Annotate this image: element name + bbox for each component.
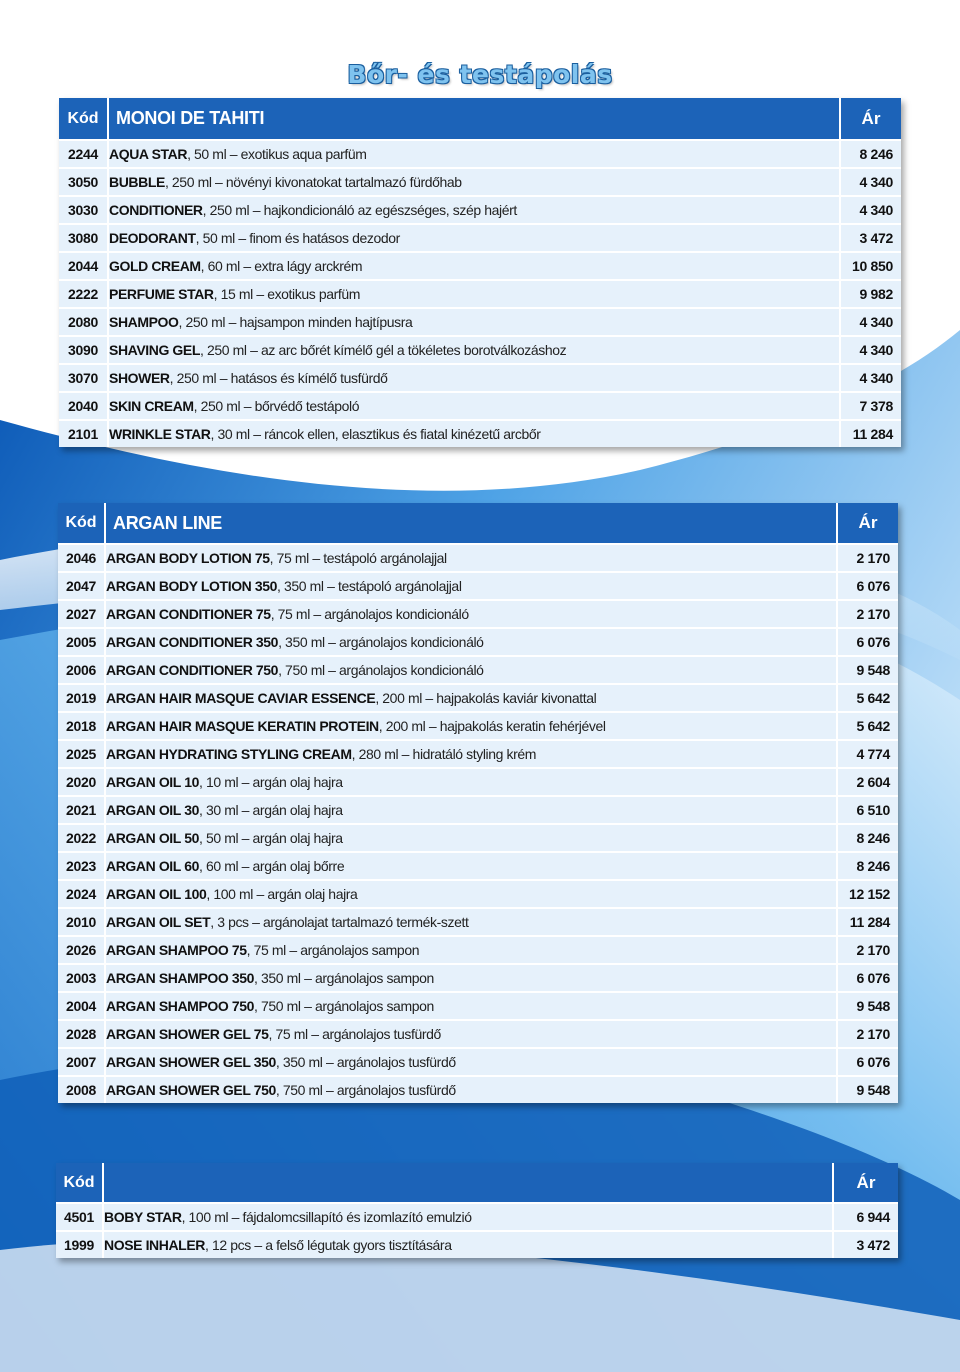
product-description-cell xyxy=(109,169,841,197)
product-details: , 100 ml – fájdalomcsillapító és izomlazító emulzió xyxy=(181,1209,472,1225)
table-row xyxy=(59,281,901,309)
table-row xyxy=(58,881,898,909)
product-price: 2 604 xyxy=(838,769,898,797)
product-code: 2047 xyxy=(58,573,106,601)
product-code: 2006 xyxy=(58,657,106,685)
product-code: 2222 xyxy=(59,281,109,309)
table-row xyxy=(58,993,898,1021)
table-row xyxy=(59,365,901,393)
product-description-cell xyxy=(106,657,838,685)
product-description-cell xyxy=(109,421,841,447)
product-details: , 75 ml – argánolajos sampon xyxy=(246,942,420,958)
product-description-cell xyxy=(106,881,838,909)
product-name: ARGAN CONDITIONER 350 xyxy=(106,634,279,650)
product-name: ARGAN BODY LOTION 75 xyxy=(106,550,270,566)
product-code: 3050 xyxy=(59,169,109,197)
product-details: , 15 ml – exotikus parfüm xyxy=(213,286,361,302)
table-header xyxy=(58,503,898,545)
product-code: 2101 xyxy=(59,421,109,447)
product-name: AQUA STAR xyxy=(109,146,188,162)
product-price: 9 982 xyxy=(841,281,901,309)
product-price: 4 340 xyxy=(841,309,901,337)
product-name: ARGAN HAIR MASQUE KERATIN PROTEIN xyxy=(106,718,379,734)
product-description-cell xyxy=(109,309,841,337)
product-description-cell xyxy=(106,1077,838,1103)
product-name: ARGAN SHAMPOO 75 xyxy=(106,942,247,958)
product-description-cell xyxy=(106,769,838,797)
product-price: 11 284 xyxy=(841,421,901,447)
table-row xyxy=(58,1077,898,1103)
product-name: PERFUME STAR xyxy=(109,286,214,302)
product-name: NOSE INHALER xyxy=(104,1237,205,1253)
product-code: 2020 xyxy=(58,769,106,797)
product-price: 5 642 xyxy=(838,713,898,741)
table-row xyxy=(56,1232,898,1258)
product-details: , 75 ml – testápoló argánolajjal xyxy=(269,550,447,566)
product-price: 4 340 xyxy=(841,169,901,197)
product-code: 2027 xyxy=(58,601,106,629)
product-code: 1999 xyxy=(56,1232,104,1258)
product-details: , 50 ml – exotikus aqua parfüm xyxy=(187,146,367,162)
product-details: , 75 ml – argánolajos kondicionáló xyxy=(270,606,469,622)
table-row xyxy=(58,1049,898,1077)
product-code: 2024 xyxy=(58,881,106,909)
table-row xyxy=(58,601,898,629)
product-name: ARGAN OIL SET xyxy=(106,914,211,930)
table-row xyxy=(58,769,898,797)
product-price: 8 246 xyxy=(838,853,898,881)
product-price: 2 170 xyxy=(838,545,898,573)
product-code: 2007 xyxy=(58,1049,106,1077)
product-code: 2026 xyxy=(58,937,106,965)
product-description-cell xyxy=(106,993,838,1021)
table-header xyxy=(56,1163,898,1204)
product-details: , 350 ml – argánolajos kondicionáló xyxy=(278,634,484,650)
product-description-cell xyxy=(106,937,838,965)
product-description-cell xyxy=(104,1204,834,1232)
product-description-cell xyxy=(109,141,841,169)
product-name: SHAMPOO xyxy=(109,314,179,330)
product-description-cell xyxy=(106,965,838,993)
product-code: 2022 xyxy=(58,825,106,853)
product-details: , 100 ml – argán olaj hajra xyxy=(206,886,358,902)
product-name: SHOWER xyxy=(109,370,170,386)
product-code: 2244 xyxy=(59,141,109,169)
table-row xyxy=(59,253,901,281)
product-details: , 350 ml – testápoló argánolajjal xyxy=(277,578,462,594)
product-description-cell xyxy=(106,1021,838,1049)
product-description-cell xyxy=(106,573,838,601)
product-description-cell xyxy=(109,365,841,393)
table-header xyxy=(59,98,901,141)
table-row xyxy=(58,657,898,685)
product-name: ARGAN SHAMPOO 350 xyxy=(106,970,255,986)
product-price: 10 850 xyxy=(841,253,901,281)
product-name: ARGAN OIL 100 xyxy=(106,886,207,902)
product-code: 2003 xyxy=(58,965,106,993)
product-name: ARGAN SHOWER GEL 75 xyxy=(106,1026,269,1042)
table-row xyxy=(58,965,898,993)
product-description-cell xyxy=(106,1049,838,1077)
table-row xyxy=(58,629,898,657)
product-code: 2044 xyxy=(59,253,109,281)
product-name: BUBBLE xyxy=(109,174,165,190)
product-description-cell xyxy=(106,797,838,825)
product-price: 5 642 xyxy=(838,685,898,713)
product-details: , 750 ml – argánolajos tusfürdő xyxy=(275,1082,456,1098)
product-name: ARGAN HAIR MASQUE CAVIAR ESSENCE xyxy=(106,690,376,706)
product-code: 2040 xyxy=(59,393,109,421)
product-price: 2 170 xyxy=(838,937,898,965)
product-price: 2 170 xyxy=(838,1021,898,1049)
product-name: ARGAN OIL 10 xyxy=(106,774,199,790)
product-description-cell xyxy=(109,253,841,281)
product-code: 2023 xyxy=(58,853,106,881)
product-price: 3 472 xyxy=(834,1232,898,1258)
product-code: 2010 xyxy=(58,909,106,937)
product-code: 3080 xyxy=(59,225,109,253)
table-row xyxy=(58,937,898,965)
table-row xyxy=(58,741,898,769)
product-price: 6 076 xyxy=(838,965,898,993)
product-name: ARGAN OIL 30 xyxy=(106,802,199,818)
section-title: ARGAN LINE xyxy=(106,503,838,545)
product-name: SKIN CREAM xyxy=(109,398,194,414)
product-code: 2021 xyxy=(58,797,106,825)
product-details: , 60 ml – extra lágy arckrém xyxy=(200,258,363,274)
product-description-cell xyxy=(106,909,838,937)
product-description-cell xyxy=(106,601,838,629)
table-row xyxy=(59,309,901,337)
table-row xyxy=(58,853,898,881)
column-header-code: Kód xyxy=(56,1163,104,1204)
price-table-monoi-de-tahiti xyxy=(59,98,901,447)
product-price: 9 548 xyxy=(838,993,898,1021)
price-table-argan-line xyxy=(58,503,898,1103)
table-row xyxy=(56,1204,898,1232)
product-price: 6 510 xyxy=(838,797,898,825)
table-row xyxy=(58,713,898,741)
product-details: , 250 ml – növényi kivonatokat tartalmazó fürdőhab xyxy=(164,174,462,190)
table-row xyxy=(58,797,898,825)
product-description-cell xyxy=(109,225,841,253)
section-title xyxy=(104,1163,834,1204)
column-header-code: Kód xyxy=(59,98,109,141)
product-details: , 250 ml – bőrvédő testápoló xyxy=(193,398,360,414)
product-code: 2019 xyxy=(58,685,106,713)
product-price: 9 548 xyxy=(838,1077,898,1103)
product-details: , 250 ml – hajsampon minden hajtípusra xyxy=(178,314,413,330)
product-code: 3030 xyxy=(59,197,109,225)
product-description-cell xyxy=(106,825,838,853)
product-name: ARGAN HYDRATING STYLING CREAM xyxy=(106,746,352,762)
price-table-other xyxy=(56,1163,898,1258)
product-name: ARGAN CONDITIONER 750 xyxy=(106,662,279,678)
product-name: ARGAN OIL 60 xyxy=(106,858,199,874)
column-header-price: Ár xyxy=(838,503,898,545)
product-price: 4 340 xyxy=(841,365,901,393)
column-header-code: Kód xyxy=(58,503,106,545)
table-row xyxy=(59,337,901,365)
table-row xyxy=(58,573,898,601)
table-row xyxy=(59,225,901,253)
product-description-cell xyxy=(106,685,838,713)
product-code: 4501 xyxy=(56,1204,104,1232)
table-row xyxy=(58,685,898,713)
product-description-cell xyxy=(109,393,841,421)
product-name: ARGAN SHOWER GEL 750 xyxy=(106,1082,276,1098)
product-details: , 50 ml – finom és hatásos dezodor xyxy=(195,230,400,246)
product-price: 11 284 xyxy=(838,909,898,937)
product-description-cell xyxy=(106,629,838,657)
product-details: , 12 pcs – a felső légutak gyors tisztítására xyxy=(205,1237,452,1253)
product-code: 2025 xyxy=(58,741,106,769)
product-price: 6 944 xyxy=(834,1204,898,1232)
table-row xyxy=(59,421,901,447)
table-row xyxy=(58,1021,898,1049)
product-name: ARGAN SHOWER GEL 350 xyxy=(106,1054,276,1070)
product-code: 2080 xyxy=(59,309,109,337)
product-name: ARGAN BODY LOTION 350 xyxy=(106,578,278,594)
product-name: ARGAN CONDITIONER 75 xyxy=(106,606,271,622)
table-row xyxy=(58,909,898,937)
product-details: , 350 ml – argánolajos sampon xyxy=(254,970,434,986)
product-name: ARGAN SHAMPOO 750 xyxy=(106,998,255,1014)
column-header-price: Ár xyxy=(841,98,901,141)
product-price: 6 076 xyxy=(838,629,898,657)
product-details: , 10 ml – argán olaj hajra xyxy=(198,774,343,790)
product-details: , 30 ml – ráncok ellen, elasztikus és fiatal kinézetű arcbőr xyxy=(210,426,541,442)
product-code: 2028 xyxy=(58,1021,106,1049)
product-price: 3 472 xyxy=(841,225,901,253)
product-code: 2018 xyxy=(58,713,106,741)
product-description-cell xyxy=(109,281,841,309)
product-price: 8 246 xyxy=(841,141,901,169)
product-details: , 200 ml – hajpakolás keratin fehérjével xyxy=(378,718,606,734)
table-row xyxy=(58,825,898,853)
product-details: , 280 ml – hidratáló styling krém xyxy=(351,746,537,762)
table-row xyxy=(59,169,901,197)
table-row xyxy=(58,545,898,573)
product-description-cell xyxy=(106,545,838,573)
product-details: , 750 ml – argánolajos kondicionáló xyxy=(278,662,484,678)
product-code: 3090 xyxy=(59,337,109,365)
product-price: 4 340 xyxy=(841,197,901,225)
product-description-cell xyxy=(106,853,838,881)
product-name: ARGAN OIL 50 xyxy=(106,830,199,846)
product-price: 6 076 xyxy=(838,573,898,601)
product-details: , 75 ml – argánolajos tusfürdő xyxy=(268,1026,441,1042)
product-description-cell xyxy=(109,197,841,225)
product-details: , 250 ml – hajkondicionáló az egészséges, szép hajért xyxy=(202,202,517,218)
table-row xyxy=(59,141,901,169)
product-code: 2046 xyxy=(58,545,106,573)
product-description-cell xyxy=(106,741,838,769)
product-price: 6 076 xyxy=(838,1049,898,1077)
product-price: 4 774 xyxy=(838,741,898,769)
product-price: 8 246 xyxy=(838,825,898,853)
product-description-cell xyxy=(104,1232,834,1258)
product-details: , 350 ml – argánolajos tusfürdő xyxy=(275,1054,456,1070)
product-price: 9 548 xyxy=(838,657,898,685)
product-name: SHAVING GEL xyxy=(109,342,201,358)
product-price: 4 340 xyxy=(841,337,901,365)
product-details: , 50 ml – argán olaj hajra xyxy=(198,830,343,846)
product-price: 7 378 xyxy=(841,393,901,421)
table-row xyxy=(59,393,901,421)
product-name: GOLD CREAM xyxy=(109,258,201,274)
product-details: , 30 ml – argán olaj hajra xyxy=(198,802,343,818)
page-title: Bőr- és testápolás xyxy=(347,60,613,89)
product-details: , 60 ml – argán olaj bőrre xyxy=(198,858,345,874)
product-price: 12 152 xyxy=(838,881,898,909)
column-header-price: Ár xyxy=(834,1163,898,1204)
product-description-cell xyxy=(106,713,838,741)
product-name: BOBY STAR xyxy=(104,1209,182,1225)
product-code: 2005 xyxy=(58,629,106,657)
product-code: 3070 xyxy=(59,365,109,393)
product-details: , 250 ml – hatásos és kímélő tusfürdő xyxy=(169,370,388,386)
product-code: 2004 xyxy=(58,993,106,1021)
product-details: , 250 ml – az arc bőrét kímélő gél a tökéletes borotválkozáshoz xyxy=(200,342,567,358)
product-name: WRINKLE STAR xyxy=(109,426,211,442)
product-details: , 3 pcs – argánolajat tartalmazó termék-szett xyxy=(210,914,469,930)
section-title: MONOI DE TAHITI xyxy=(109,98,841,141)
product-details: , 750 ml – argánolajos sampon xyxy=(254,998,434,1014)
product-name: DEODORANT xyxy=(109,230,196,246)
product-description-cell xyxy=(109,337,841,365)
product-name: CONDITIONER xyxy=(109,202,203,218)
product-code: 2008 xyxy=(58,1077,106,1103)
product-price: 2 170 xyxy=(838,601,898,629)
table-row xyxy=(59,197,901,225)
product-details: , 200 ml – hajpakolás kaviár kivonattal xyxy=(375,690,597,706)
